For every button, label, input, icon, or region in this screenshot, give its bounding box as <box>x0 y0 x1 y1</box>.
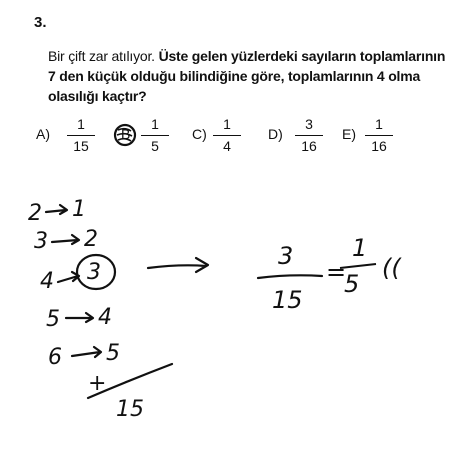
question-number: 3. <box>34 14 47 31</box>
fraction-numerator: 1 <box>375 116 383 132</box>
arrow-icon <box>58 272 79 282</box>
arrow-icon <box>52 235 79 244</box>
row-sum: 4 <box>40 269 54 294</box>
long-arrow-icon <box>148 258 208 272</box>
row-sum: 6 <box>48 345 62 370</box>
arrow-icon <box>46 205 67 214</box>
fraction-denominator: 15 <box>272 286 303 314</box>
row-count: 5 <box>106 341 120 366</box>
row-sum: 2 <box>28 201 42 226</box>
fraction-numerator: 1 <box>77 116 85 132</box>
option-letter: B <box>121 126 131 142</box>
answer-numerator: 1 <box>352 234 368 262</box>
row-sum: 5 <box>46 307 60 332</box>
option-letter: C) <box>192 126 207 142</box>
fraction-denominator: 16 <box>371 138 387 154</box>
arrow-icon <box>72 347 101 357</box>
fraction-numerator: 3 <box>278 242 294 270</box>
option-letter: D) <box>268 126 283 142</box>
fraction-numerator: 3 <box>305 116 313 132</box>
option-letter: E) <box>342 126 356 142</box>
fraction-denominator: 15 <box>73 138 89 154</box>
row-count: 1 <box>72 197 86 222</box>
fraction-denominator: 5 <box>151 138 159 154</box>
row-count: 4 <box>98 305 112 330</box>
row-sum: 3 <box>34 229 48 254</box>
count-row <box>48 341 120 370</box>
answer-check-marks: (( <box>382 254 401 282</box>
equals-sign: = <box>326 258 347 286</box>
fraction-numerator: 1 <box>151 116 159 132</box>
handwritten-result <box>272 234 402 314</box>
fraction-denominator: 4 <box>223 138 231 154</box>
row-count: 2 <box>84 227 98 252</box>
question-stem: Bir çift zar atılıyor. <box>48 48 155 64</box>
option-letter: A) <box>36 126 50 142</box>
total-count: 15 <box>116 397 144 422</box>
circled-count: 3 <box>87 260 101 285</box>
arrow-icon <box>66 313 93 322</box>
handwritten-counts <box>28 197 144 422</box>
fraction-numerator: 1 <box>223 116 231 132</box>
question-body: Üste gelen yüzlerdeki sayıların toplamlarının 7 den küçük olduğu bilindiğine göre, toplamlarının 4 olma olasılığı kaçtır? <box>48 48 446 104</box>
answer-denominator: 5 <box>344 270 360 298</box>
fraction-line <box>258 275 322 278</box>
plus-sign: + <box>88 371 107 396</box>
fraction-denominator: 16 <box>301 138 317 154</box>
